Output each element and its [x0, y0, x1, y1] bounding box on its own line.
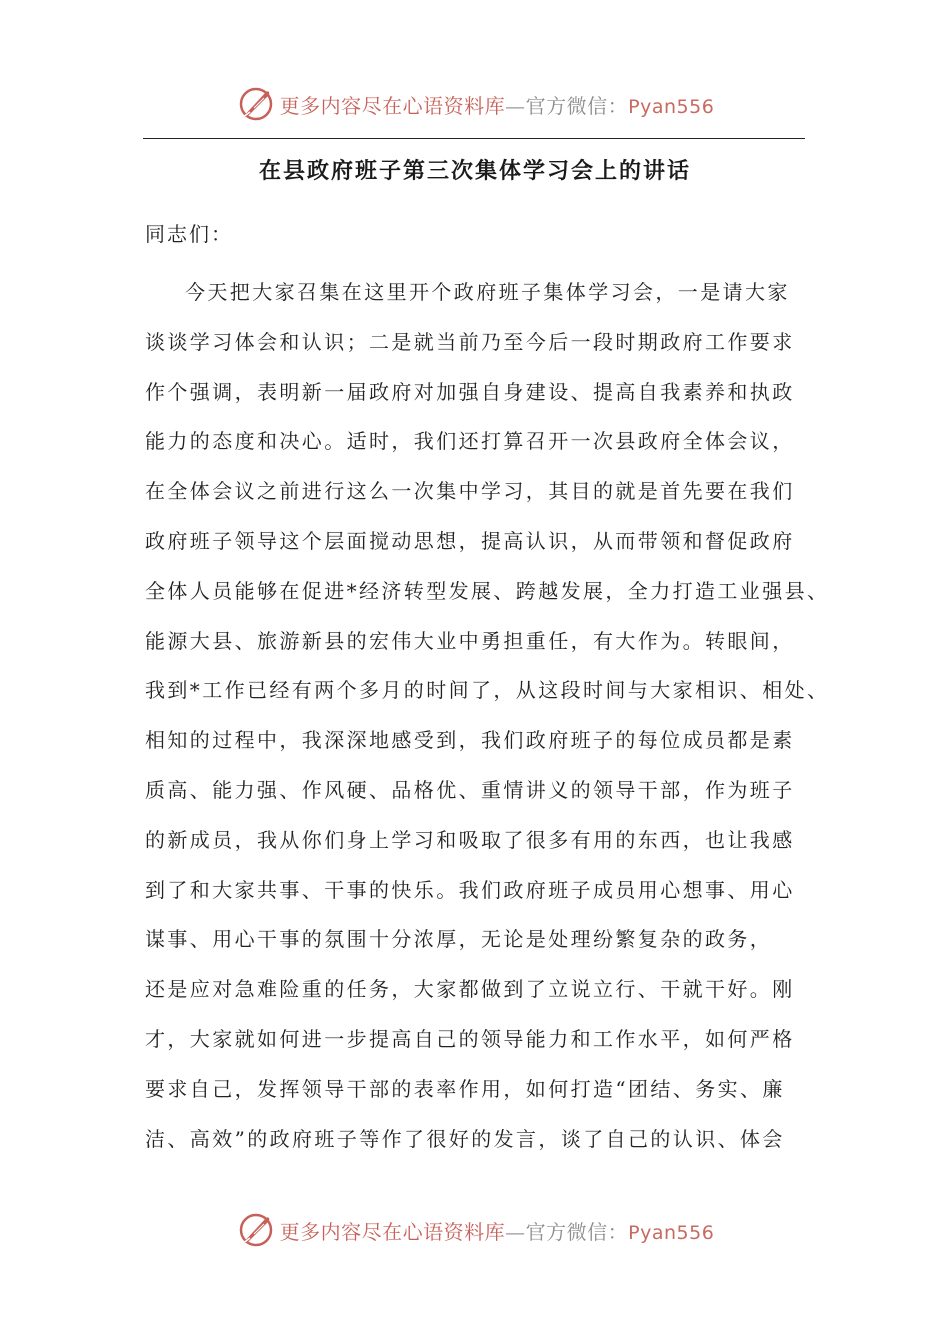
salutation: 同志们：: [145, 222, 233, 246]
header-banner: [0, 82, 950, 126]
body-line: 在全体会议之前进行这么一次集中学习，其目的就是首先要在我们: [145, 479, 795, 504]
header-brand: 更多内容尽在心语资料库: [279, 93, 506, 118]
footer-banner: [0, 1208, 950, 1252]
body-line: 的新成员，我从你们身上学习和吸取了很多有用的东西，也让我感: [145, 827, 795, 852]
body-line: 还是应对急难险重的任务，大家都做到了立说立行、干就干好。刚: [145, 977, 795, 1002]
footer-dash: —: [505, 1219, 526, 1244]
body-line: 能源大县、旅游新县的宏伟大业中勇担重任，有大作为。转眼间，: [145, 628, 795, 653]
body-text: [145, 268, 830, 1164]
body-line: 才，大家就如何进一步提高自己的领导能力和工作水平，如何严格: [145, 1026, 795, 1051]
body-line: 到了和大家共事、干事的快乐。我们政府班子成员用心想事、用心: [145, 877, 795, 902]
body-line: 谋事、用心干事的氛围十分浓厚，无论是处理纷繁复杂的政务，: [145, 927, 773, 952]
footer-brand: 更多内容尽在心语资料库: [279, 1219, 506, 1244]
body-line: 要求自己，发挥领导干部的表率作用，如何打造“团结、务实、廉: [145, 1076, 785, 1101]
body-line: 今天把大家召集在这里开个政府班子集体学习会，一是请大家: [185, 280, 790, 304]
body-line: 能力的态度和决心。适时，我们还打算召开一次县政府全体会议，: [145, 429, 795, 454]
body-line: 全体人员能够在促进*经济转型发展、跨越发展，全力打造工业强县、: [145, 578, 830, 603]
body-line: 洁、高效”的政府班子等作了很好的发言，谈了自己的认识、体会: [145, 1126, 785, 1151]
footer-banner-text: [280, 1216, 715, 1245]
header-dash: —: [505, 93, 526, 118]
header-divider: [143, 138, 805, 139]
body-line: 相知的过程中，我深深地感受到，我们政府班子的每位成员都是素: [145, 728, 795, 753]
quill-logo-icon: [236, 1210, 276, 1250]
header-wechat-id: Pyan556: [628, 95, 715, 118]
body-line: 政府班子领导这个层面搅动思想，提高认识，从而带领和督促政府: [145, 528, 795, 553]
body-line: 我到*工作已经有两个多月的时间了，从这段时间与大家相识、相处、: [145, 678, 830, 703]
body-line: 作个强调，表明新一届政府对加强自身建设、提高自我素养和执政: [145, 379, 795, 404]
quill-logo-icon: [236, 84, 276, 124]
header-wechat-label: 官方微信：: [525, 93, 629, 118]
body-line: 谈谈学习体会和认识；二是就当前乃至今后一段时期政府工作要求: [145, 329, 795, 354]
body-line: 质高、能力强、作风硬、品格优、重情讲义的领导干部，作为班子: [145, 777, 795, 802]
header-banner-text: [280, 90, 715, 119]
footer-wechat-label: 官方微信：: [525, 1219, 629, 1244]
footer-wechat-id: Pyan556: [628, 1221, 715, 1244]
document-title: 在县政府班子第三次集体学习会上的讲话: [258, 158, 691, 184]
